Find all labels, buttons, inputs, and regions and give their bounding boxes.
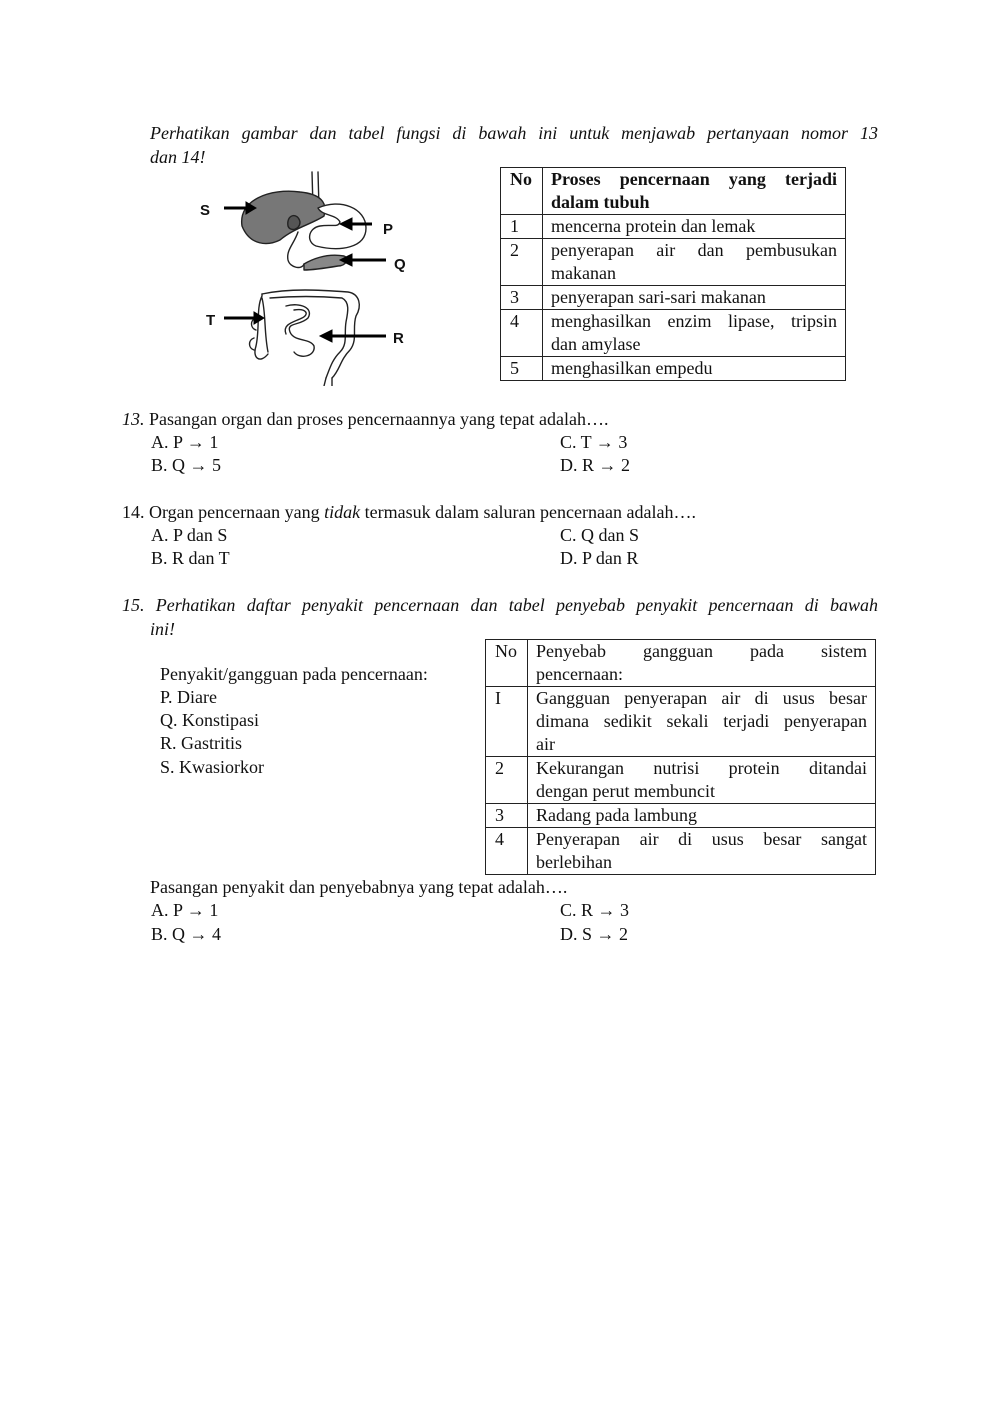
label-t: T [206,312,216,329]
row-text: menghasilkan empedu [543,357,846,381]
table-header-row [486,640,876,687]
header-proses-line-2: dalam tubuh [551,192,650,212]
row-text [543,310,846,357]
question-14-text-italic: tidak [324,502,361,522]
table-row [486,687,876,757]
table-row [501,239,846,286]
row-no: I [486,687,528,757]
table-row [501,357,846,381]
row-text-line-2: dengan perut membuncit [536,781,715,801]
row-text-line-2: dan amylase [551,334,641,354]
row-no: 1 [501,215,543,239]
row-text-line-2: makanan [551,263,616,283]
label-s: S [200,202,211,219]
q13-option-d[interactable]: D. R → 2 [560,455,631,475]
disease-list-item: P. Diare [160,687,217,707]
header-proses [543,168,846,215]
question-14-text-before: 14. Organ pencernaan yang [122,502,325,522]
row-text: Radang pada lambung [528,804,876,828]
table-row [486,828,876,875]
row-text-line-1: Gangguan penyerapan air di usus besar [536,688,867,708]
question-15-line-1: 15. Perhatikan daftar penyakit pencernaan dan tabel penyebab penyakit pencernaan di bawah [122,595,878,615]
disease-cause-table [485,639,876,875]
table-row [486,757,876,804]
header-proses-line-1: Proses pencernaan yang terjadi [551,169,837,189]
row-no: 5 [501,357,543,381]
header-no: No [486,640,528,687]
table-row [501,310,846,357]
q13-option-b[interactable]: B. Q → 5 [151,455,222,475]
q14-option-b[interactable]: B. R dan T [151,548,230,568]
label-q: Q [394,256,406,273]
row-no: 4 [501,310,543,357]
header-no: No [501,168,543,215]
row-text: mencerna protein dan lemak [543,215,846,239]
digestion-process-table [500,167,846,381]
table-row [486,804,876,828]
header-penyebab-line-2: pencernaan: [536,664,623,684]
row-text-line-2: berlebihan [536,852,612,872]
question-14-text-after: termasuk dalam saluran pencernaan adalah…. [360,502,696,522]
intro-line-1: Perhatikan gambar dan tabel fungsi di bawah ini untuk menjawab pertanyaan nomor 13 [150,123,878,143]
digestive-system-diagram [190,168,430,386]
q14-option-a[interactable]: A. P dan S [151,525,228,545]
table-header-row [501,168,846,215]
question-15-line-2: ini! [150,619,175,639]
row-text-line-3: air [536,734,555,754]
row-no: 2 [501,239,543,286]
row-text-line-1: penyerapan air dan pembusukan [551,240,837,260]
question-15-text: Pasangan penyakit dan penyebabnya yang tepat adalah…. [150,877,568,897]
q13-option-c[interactable]: C. T → 3 [560,432,628,452]
disease-list-item: Q. Konstipasi [160,710,259,730]
disease-list-item: S. Kwasiorkor [160,757,264,777]
header-penyebab [528,640,876,687]
row-text-line-1: menghasilkan enzim lipase, tripsin [551,311,837,331]
table-row [501,286,846,310]
row-text: penyerapan sari-sari makanan [543,286,846,310]
q14-option-d[interactable]: D. P dan R [560,548,639,568]
q15-option-d[interactable]: D. S → 2 [560,924,629,944]
q15-option-b[interactable]: B. Q → 4 [151,924,222,944]
row-no: 2 [486,757,528,804]
disease-list-title: Penyakit/gangguan pada pencernaan: [160,664,428,684]
row-no: 3 [501,286,543,310]
question-13-number: 13. [122,409,145,429]
q15-option-c[interactable]: C. R → 3 [560,900,630,920]
header-penyebab-line-1: Penyebab gangguan pada sistem [536,641,867,661]
row-text [528,828,876,875]
label-r: R [393,330,404,347]
table-row [501,215,846,239]
question-14 [122,501,696,524]
intro-line-2: dan 14! [150,147,206,167]
row-text [543,239,846,286]
disease-list-item: R. Gastritis [160,733,243,753]
row-text [528,757,876,804]
q15-option-a[interactable]: A. P → 1 [151,900,219,920]
row-text [528,687,876,757]
question-13-text: Pasangan organ dan proses pencernaannya yang tepat adalah…. [149,409,609,429]
q14-option-c[interactable]: C. Q dan S [560,525,640,545]
row-no: 4 [486,828,528,875]
row-text-line-1: Kekurangan nutrisi protein ditandai [536,758,867,778]
row-text-line-2: dimana sedikit sekali terjadi penyerapan [536,711,867,731]
row-no: 3 [486,804,528,828]
question-13 [122,408,609,431]
q13-option-a[interactable]: A. P → 1 [151,432,219,452]
label-p: P [383,221,394,238]
row-text-line-1: Penyerapan air di usus besar sangat [536,829,867,849]
